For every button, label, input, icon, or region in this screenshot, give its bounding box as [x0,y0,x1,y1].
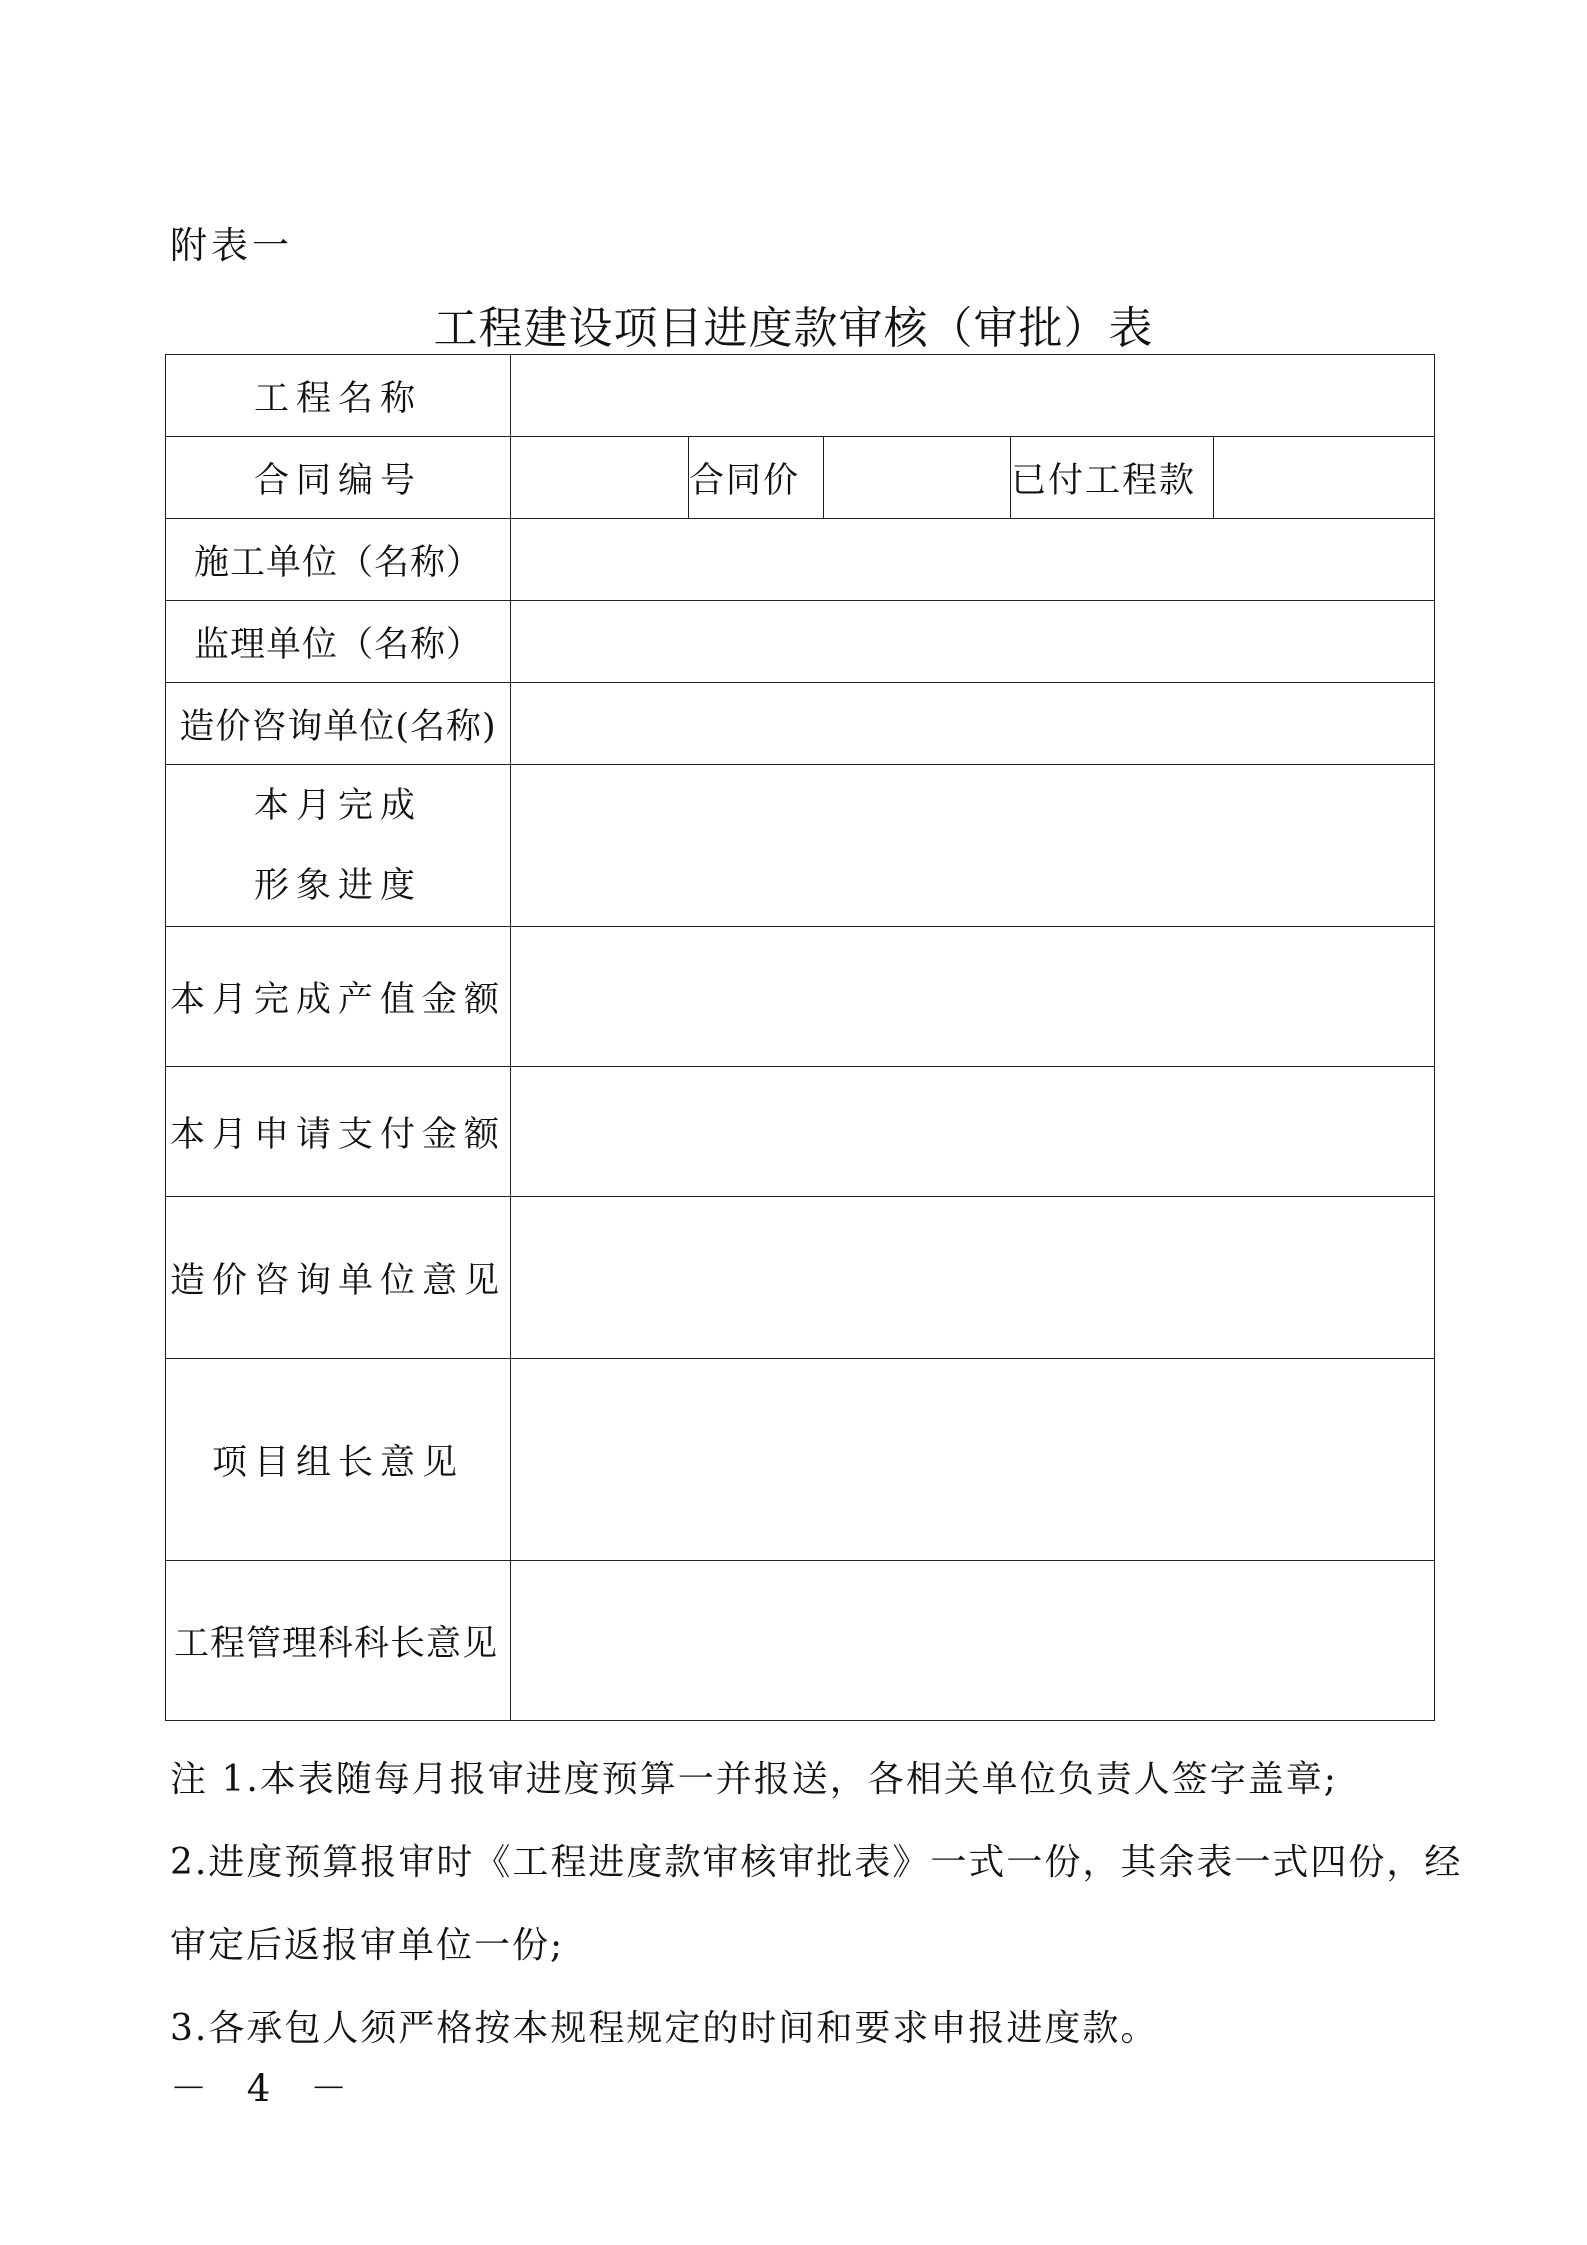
note-3: 3.各承包人须严格按本规程规定的时间和要求申报进度款。 [170,2008,1159,2049]
supervisor-field[interactable] [511,601,1435,683]
progress-field[interactable] [511,765,1435,927]
row-consultant-opinion [166,1197,1435,1359]
row-output-value [166,927,1435,1067]
progress-label-line2: 形象进度 [253,865,422,906]
supervisor-label: 监理单位（名称） [166,601,511,683]
approval-form-table [165,354,1435,1721]
cost-consultant-label: 造价咨询单位(名称) [166,683,511,765]
contractor-label: 施工单位（名称） [166,519,511,601]
contract-no-label: 合同编号 [166,437,511,519]
row-progress [166,765,1435,927]
contractor-field[interactable] [511,519,1435,601]
annex-label: 附表一 [170,224,293,267]
row-chief-opinion [166,1561,1435,1721]
project-name-label: 工程名称 [166,355,511,437]
leader-opinion-label: 项目组长意见 [166,1359,511,1561]
output-value-field[interactable] [511,927,1435,1067]
note-1: 注 1.本表随每月报审进度预算一并报送，各相关单位负责人签字盖章; [170,1759,1338,1800]
chief-opinion-label: 工程管理科科长意见 [166,1561,511,1721]
cost-consultant-field[interactable] [511,683,1435,765]
row-leader-opinion [166,1359,1435,1561]
output-value-label: 本月完成产值金额 [166,927,511,1067]
consultant-opinion-field[interactable] [511,1197,1435,1359]
note-2-line2: 审定后返报审单位一份; [170,1925,565,1966]
payment-request-field[interactable] [511,1067,1435,1197]
row-contract [166,437,1435,519]
chief-opinion-field[interactable] [511,1561,1435,1721]
page-number: － 4 － [170,2067,362,2110]
contract-price-field[interactable] [824,437,1011,519]
progress-label-line1: 本月完成 [253,785,422,826]
project-name-field[interactable] [511,355,1435,437]
contract-no-field[interactable] [511,437,689,519]
note-2-line1: 2.进度预算报审时《工程进度款审核审批表》一式一份，其余表一式四份，经 [170,1842,1463,1883]
row-contractor [166,519,1435,601]
leader-opinion-field[interactable] [511,1359,1435,1561]
payment-request-label: 本月申请支付金额 [166,1067,511,1197]
row-project-name [166,355,1435,437]
form-title: 工程建设项目进度款审核（审批）表 [433,303,1154,354]
progress-label [166,765,511,927]
contract-price-label: 合同价 [689,437,824,519]
paid-amount-label: 已付工程款 [1011,437,1214,519]
consultant-opinion-label: 造价咨询单位意见 [166,1197,511,1359]
row-cost-consultant [166,683,1435,765]
row-supervisor [166,601,1435,683]
notes-section [170,1738,1463,2070]
row-payment-request [166,1067,1435,1197]
paid-amount-field[interactable] [1214,437,1435,519]
